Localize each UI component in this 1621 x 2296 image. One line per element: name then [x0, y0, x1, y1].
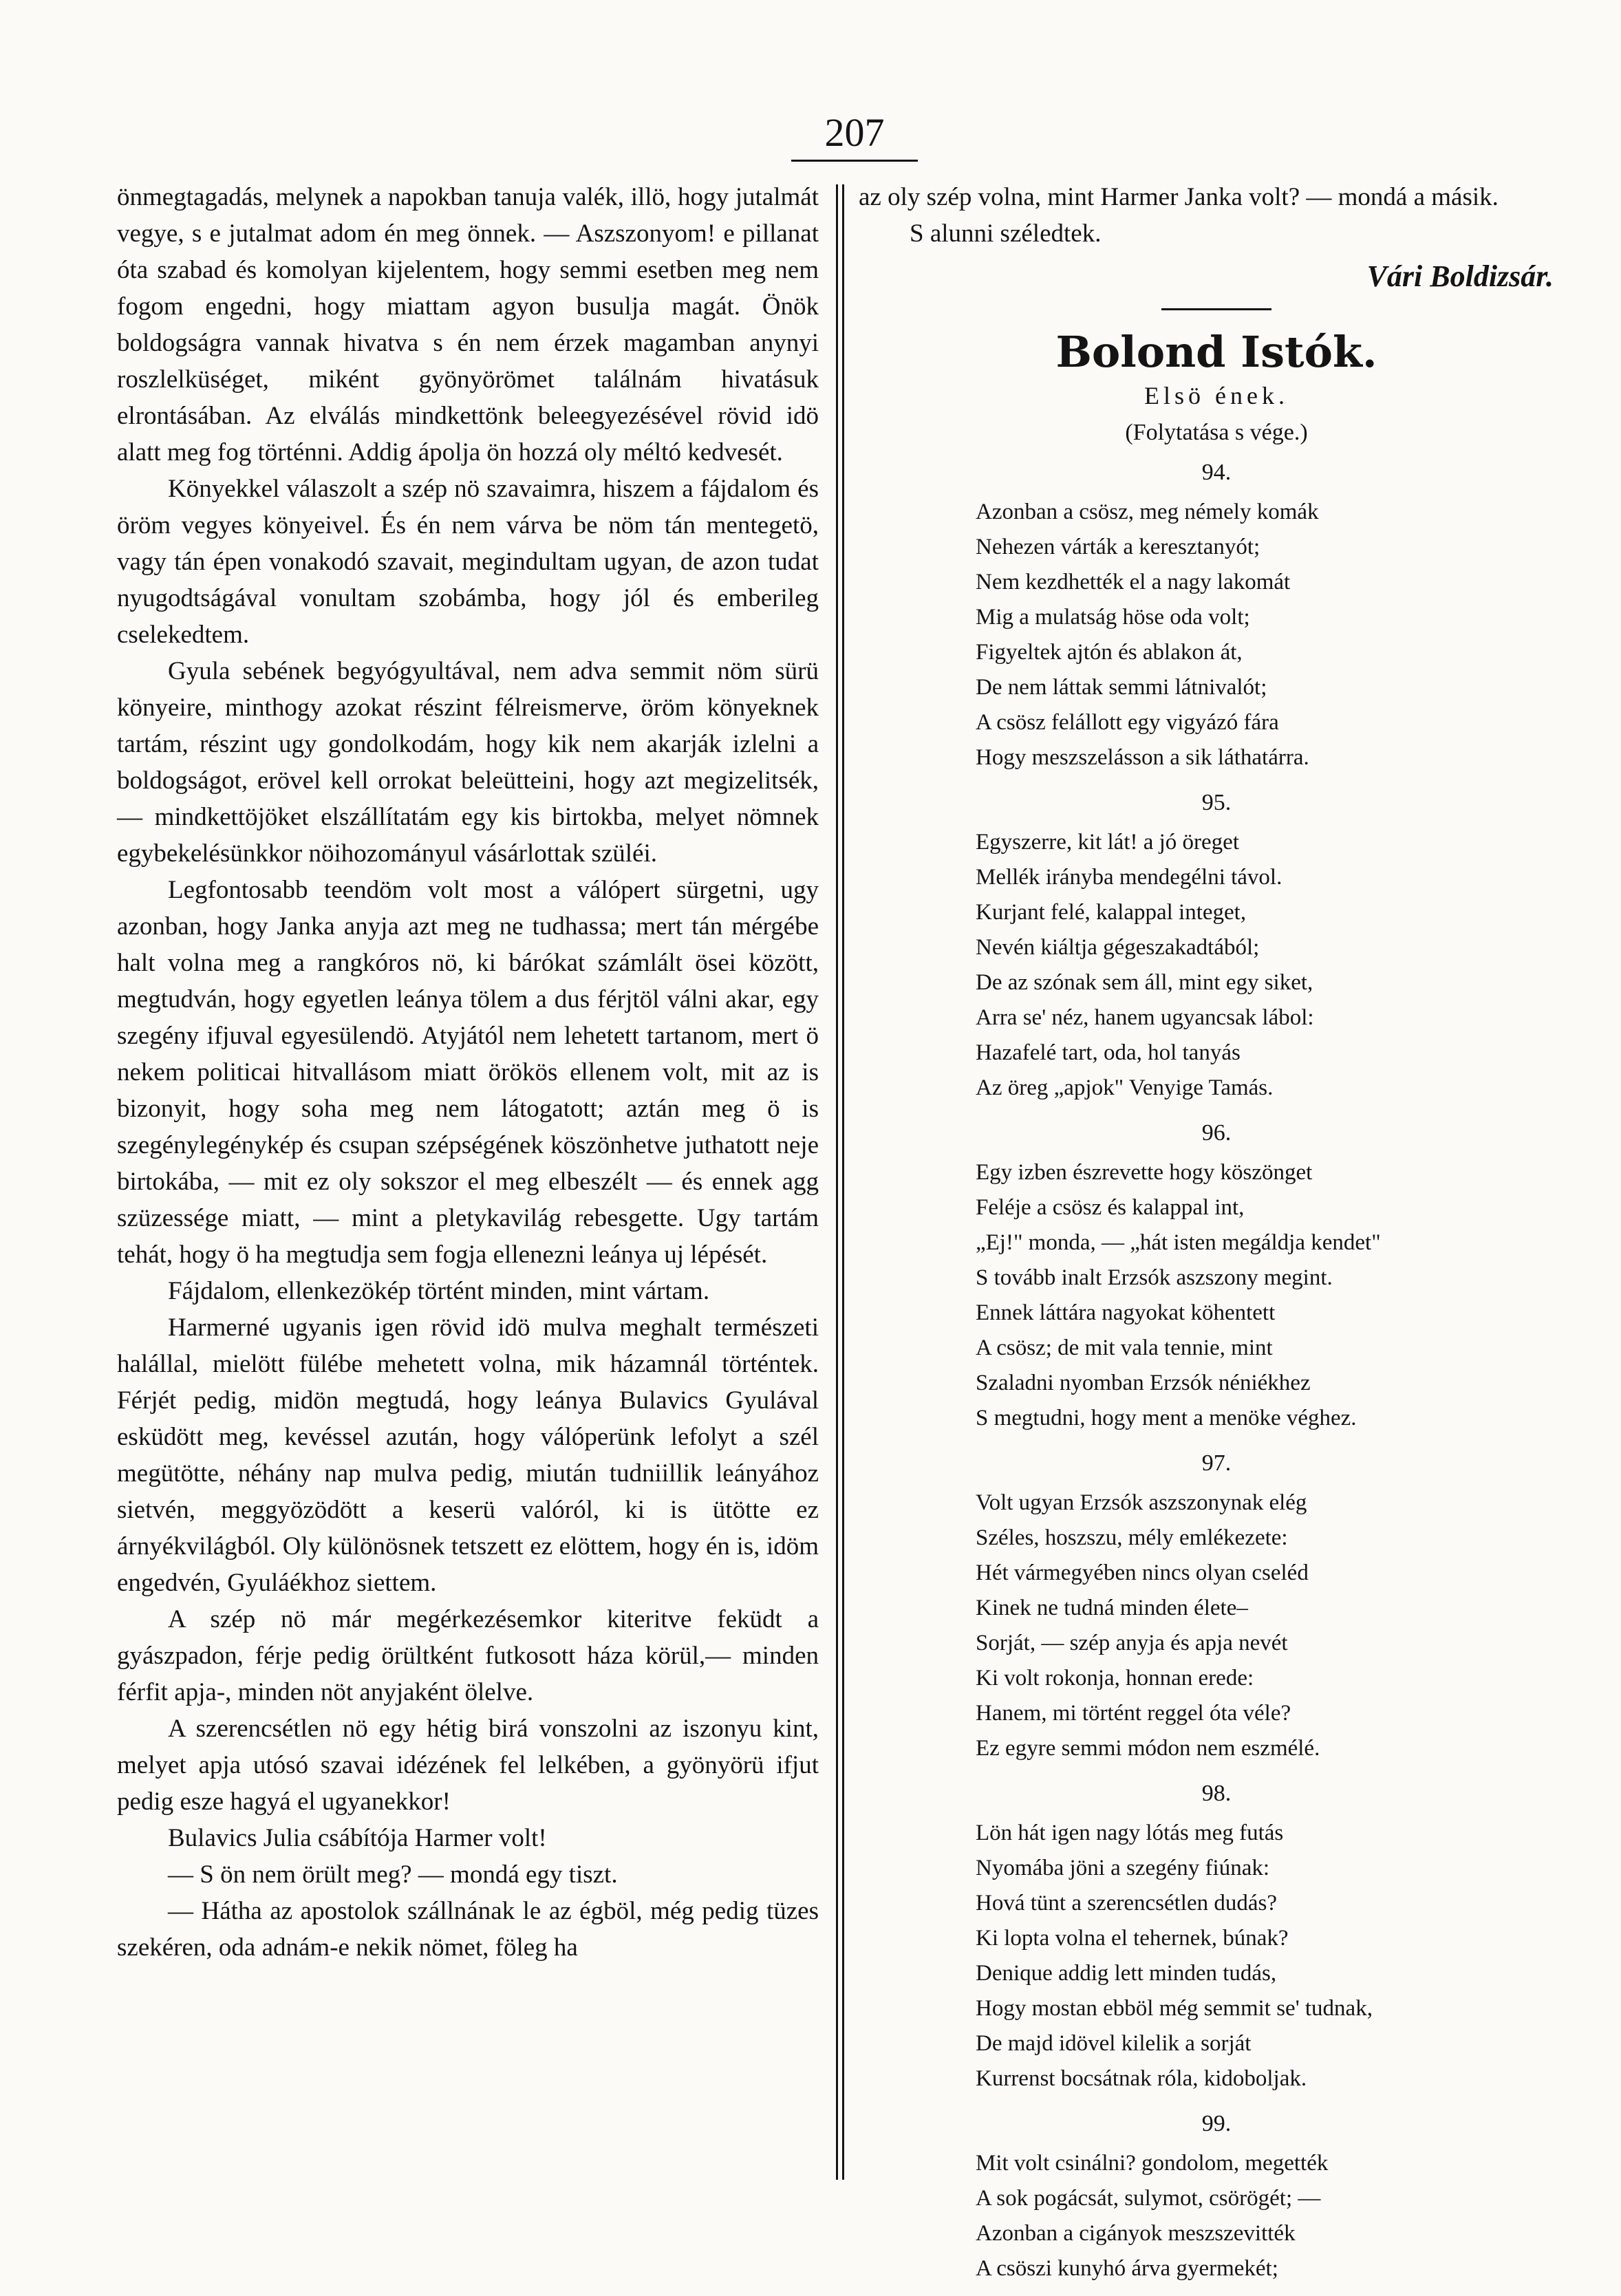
- verse-line: De nem láttak semmi látnivalót;: [976, 675, 1267, 700]
- verse-line: S tovább inalt Erzsók aszszony megint.: [976, 1265, 1333, 1290]
- author-signature: Vári Boldizsár.: [1366, 259, 1554, 293]
- verse-line: Azonban a cigányok meszszevitték: [976, 2221, 1296, 2246]
- verse-line: Kurrenst bocsátnak róla, kidoboljak.: [976, 2066, 1307, 2091]
- stanza-number: 96.: [1201, 1120, 1232, 1146]
- column-divider: [836, 184, 838, 2180]
- poem-title: Bolond Istók.: [1055, 327, 1377, 377]
- canto-heading: Elsö ének.: [1144, 382, 1289, 409]
- verse-line: Szaladni nyomban Erzsók néniékhez: [976, 1371, 1311, 1395]
- paragraph: A szép nö már megérkezésemkor kiteritve feküdt a gyászpadon, férje pedig örültként futkosott háza körül,— minden férfit apja-, minden nöt anyjaként ölelve.: [117, 1605, 819, 1706]
- stanza-number: 94.: [1201, 460, 1232, 485]
- verse-line: Ennek láttára nagyokat köhentett: [976, 1300, 1276, 1325]
- verse-line: Hanem, mi történt reggel óta véle?: [976, 1701, 1291, 1726]
- verse-line: Ki lopta volna el tehernek, búnak?: [976, 1926, 1289, 1951]
- verse-line: Arra se' néz, hanem ugyancsak lábol:: [976, 1005, 1314, 1030]
- paragraph: Bulavics Julia csábítója Harmer volt!: [168, 1824, 547, 1852]
- verse-line: Feléje a csösz és kalappal int,: [976, 1195, 1245, 1220]
- verse-line: Figyeltek ajtón és ablakon át,: [976, 640, 1243, 665]
- verse-line: Volt ugyan Erzsók aszszonynak elég: [976, 1490, 1307, 1515]
- verse-line: Nyomába jöni a szegény fiúnak:: [976, 1856, 1270, 1880]
- verse-line: Ez egyre semmi módon nem eszmélé.: [976, 1736, 1320, 1761]
- stanza-number: 97.: [1201, 1450, 1232, 1476]
- column-divider: [842, 184, 844, 2180]
- verse-line: Hogy meszszelásson a sik láthatárra.: [976, 745, 1309, 770]
- verse-line: Egyszerre, kit lát! a jó öreget: [976, 830, 1239, 855]
- paragraph: Fájdalom, ellenkezökép történt minden, mint vártam.: [168, 1277, 710, 1305]
- verse-line: A csöszi kunyhó árva gyermekét;: [976, 2256, 1278, 2281]
- verse-line: Széles, hoszszu, mély emlékezete:: [976, 1525, 1288, 1550]
- paragraph: önmegtagadás, melynek a napokban tanuja valék, illö, hogy jutalmát vegye, s e jutalmat adom én meg önnek. — Aszszonyom! e pillanat óta szabad és komolyan kijelentem, hogy semmi esetben meg nem fogom engedni, hogy miattam agyon busulja magát. Önök boldogságra vannak hivatva s én nem érzek magamban anynyi roszlelküséget, miként gyönyörömet találnám hivatásuk elrontásában. Az elválás mindkettönk beleegyezésével rövid idö alatt meg fog történni. Addig ápolja ön hozzá oly méltó kedvesét.: [117, 183, 819, 466]
- verse-line: Mit volt csinálni? gondolom, megették: [976, 2151, 1329, 2176]
- paragraph: Harmerné ugyanis igen rövid idö mulva meghalt természeti halállal, mielött fülébe mehetett volna, mik házamnál történtek. Férjét pedig, midön megtudá, hogy leánya Bulavics Gyulával esküdött meg, kevéssel azután, hogy válóperünk lefolyt a szél megütötte, néhány nap mulva pedig, miután tudniillik leányához sietvén, meggyözödött a keserü valóról, ki is ütötte ez árnyékvilágból. Oly különösnek tetszett ez elöttem, hogy én is, idöm engedvén, Gyuláékhoz siettem.: [117, 1313, 819, 1597]
- paragraph: A szerencsétlen nö egy hétig birá vonszolni az iszonyu kint, melyet apja utósó szavai idézének fel lelkében, a gyönyörü ifjut pedig esze hagyá el ugyanekkor!: [117, 1715, 819, 1816]
- paragraph: — S ön nem örült meg? — mondá egy tiszt.: [168, 1860, 618, 1889]
- paragraph: — Hátha az apostolok szállnának le az égböl, még pedig tüzes szekéren, oda adnám-e nekik nömet, föleg ha: [117, 1897, 819, 1962]
- verse-line: Nevén kiáltja gégeszakadtából;: [976, 935, 1260, 960]
- verse-line: Hazafelé tart, oda, hol tanyás: [976, 1040, 1241, 1065]
- verse-line: Lön hát igen nagy lótás meg futás: [976, 1821, 1284, 1845]
- section-rule: [1161, 308, 1271, 310]
- verse-line: A csösz; de mit vala tennie, mint: [976, 1335, 1273, 1360]
- paragraph: Legfontosabb teendöm volt most a válópert sürgetni, ugy azonban, hogy Janka anyja azt meg ne tudhassa; mert tán mérgébe halt volna meg a rangkóros nö, ki bárókat számlált ösei között, megtudván, hogy egyetlen leánya tölem a dus férjtöl válni akar, egy szegény ifjuval egyesülendö. Atyjától nem lehetett tartanom, mert ö nekem politicai hitvallásom miatt örökös ellenem volt, mit az is bizonyit, hogy soha meg nem látogatott; aztán meg ö is szegénylegénykép és csupan szépségének köszönhetve juthatott neje birtokába, — mit ez oly sokszor el meg elbeszélt — és ennek agg szüzessége miatt, — mint a pletykavilág rebesgette. Ugy tartám tehát, hogy ö ha megtudja sem fogja ellenezni leánya uj lépését.: [117, 876, 819, 1269]
- stanza-number: 95.: [1201, 790, 1232, 815]
- verse-line: De majd idövel kilelik a sorját: [976, 2031, 1252, 2056]
- verse-line: Kurjant felé, kalappal integet,: [976, 900, 1247, 925]
- header-rule: [791, 160, 918, 162]
- paragraph: Könyekkel válaszolt a szép nö szavaimra, hiszem a fájdalom és öröm vegyes könyeivel. És én nem várva be nöm tán mentegetö, vagy tán épen vonakodó szavait, megindultam ugyan, de azon tudat nyugodtságával vonultam szobámba, hogy jól és emberileg cselekedtem.: [117, 475, 819, 649]
- verse-line: Hová tünt a szerencsétlen dudás?: [976, 1891, 1277, 1916]
- verse-line: Nehezen várták a keresztanyót;: [976, 535, 1260, 559]
- stanza: [976, 495, 1574, 775]
- paragraph: S alunni széledtek.: [910, 219, 1102, 248]
- verse-line: „Ej!" monda, — „hát isten megáldja kendet": [976, 1230, 1381, 1255]
- verse-line: Ki volt rokonja, honnan erede:: [976, 1666, 1254, 1691]
- verse-line: Azonban a csösz, meg némely komák: [976, 500, 1319, 524]
- stanza: [976, 825, 1574, 1106]
- verse-line: Kinek ne tudná minden élete–: [976, 1596, 1248, 1620]
- verse-line: Denique addig lett minden tudás,: [976, 1961, 1277, 1986]
- verse-line: Mellék irányba mendegélni távol.: [976, 865, 1282, 890]
- verse-line: S megtudni, hogy ment a menöke véghez.: [976, 1406, 1357, 1430]
- stanza: [976, 1485, 1574, 1766]
- verse-line: Sorját, — szép anyja és apja nevét: [976, 1631, 1288, 1655]
- verse-line: Az öreg „apjok" Venyige Tamás.: [976, 1075, 1274, 1100]
- stanza-number: 99.: [1201, 2111, 1232, 2136]
- right-column: [859, 179, 1574, 2296]
- verse-line: Hét vármegyében nincs olyan cseléd: [976, 1560, 1309, 1585]
- stanza-number: 98.: [1201, 1781, 1232, 1806]
- verse-line: Hogy mostan ebböl még semmit se' tudnak,: [976, 1996, 1373, 2021]
- verse-line: A sok pogácsát, sulymot, csörögét; —: [976, 2186, 1321, 2211]
- verse-line: Egy izben észrevette hogy köszönget: [976, 1160, 1313, 1185]
- verse-line: De az szónak sem áll, mint egy siket,: [976, 970, 1313, 995]
- stanza: [976, 1155, 1574, 1436]
- paragraph: az oly szép volna, mint Harmer Janka volt? — mondá a másik.: [859, 183, 1499, 211]
- stanza: [976, 1816, 1574, 2096]
- verse-line: Mig a mulatság höse oda volt;: [976, 605, 1250, 630]
- stanza: [976, 2146, 1574, 2286]
- page-number: 207: [824, 110, 885, 155]
- paragraph: Gyula sebének begyógyultával, nem adva semmit nöm sürü könyeire, minthogy azokat részint félreismerve, öröm könyeknek tartám, részint ugy gondolkodám, hogy kik nem akarják izlelni a boldogságot, erövel kell orrokat beleütteini, hogy azt megizelitsék, — mindkettöjöket elszállítatám egy kis birtokba, melyet nömnek egybekelésünkkor nöihozományul vásárlottak szüléi.: [117, 657, 819, 868]
- verse-line: Nem kezdhették el a nagy lakomát: [976, 570, 1291, 594]
- verse-line: A csösz felállott egy vigyázó fára: [976, 710, 1279, 735]
- left-column: [117, 179, 819, 1966]
- continuation-note: (Folytatása s vége.): [1125, 420, 1308, 445]
